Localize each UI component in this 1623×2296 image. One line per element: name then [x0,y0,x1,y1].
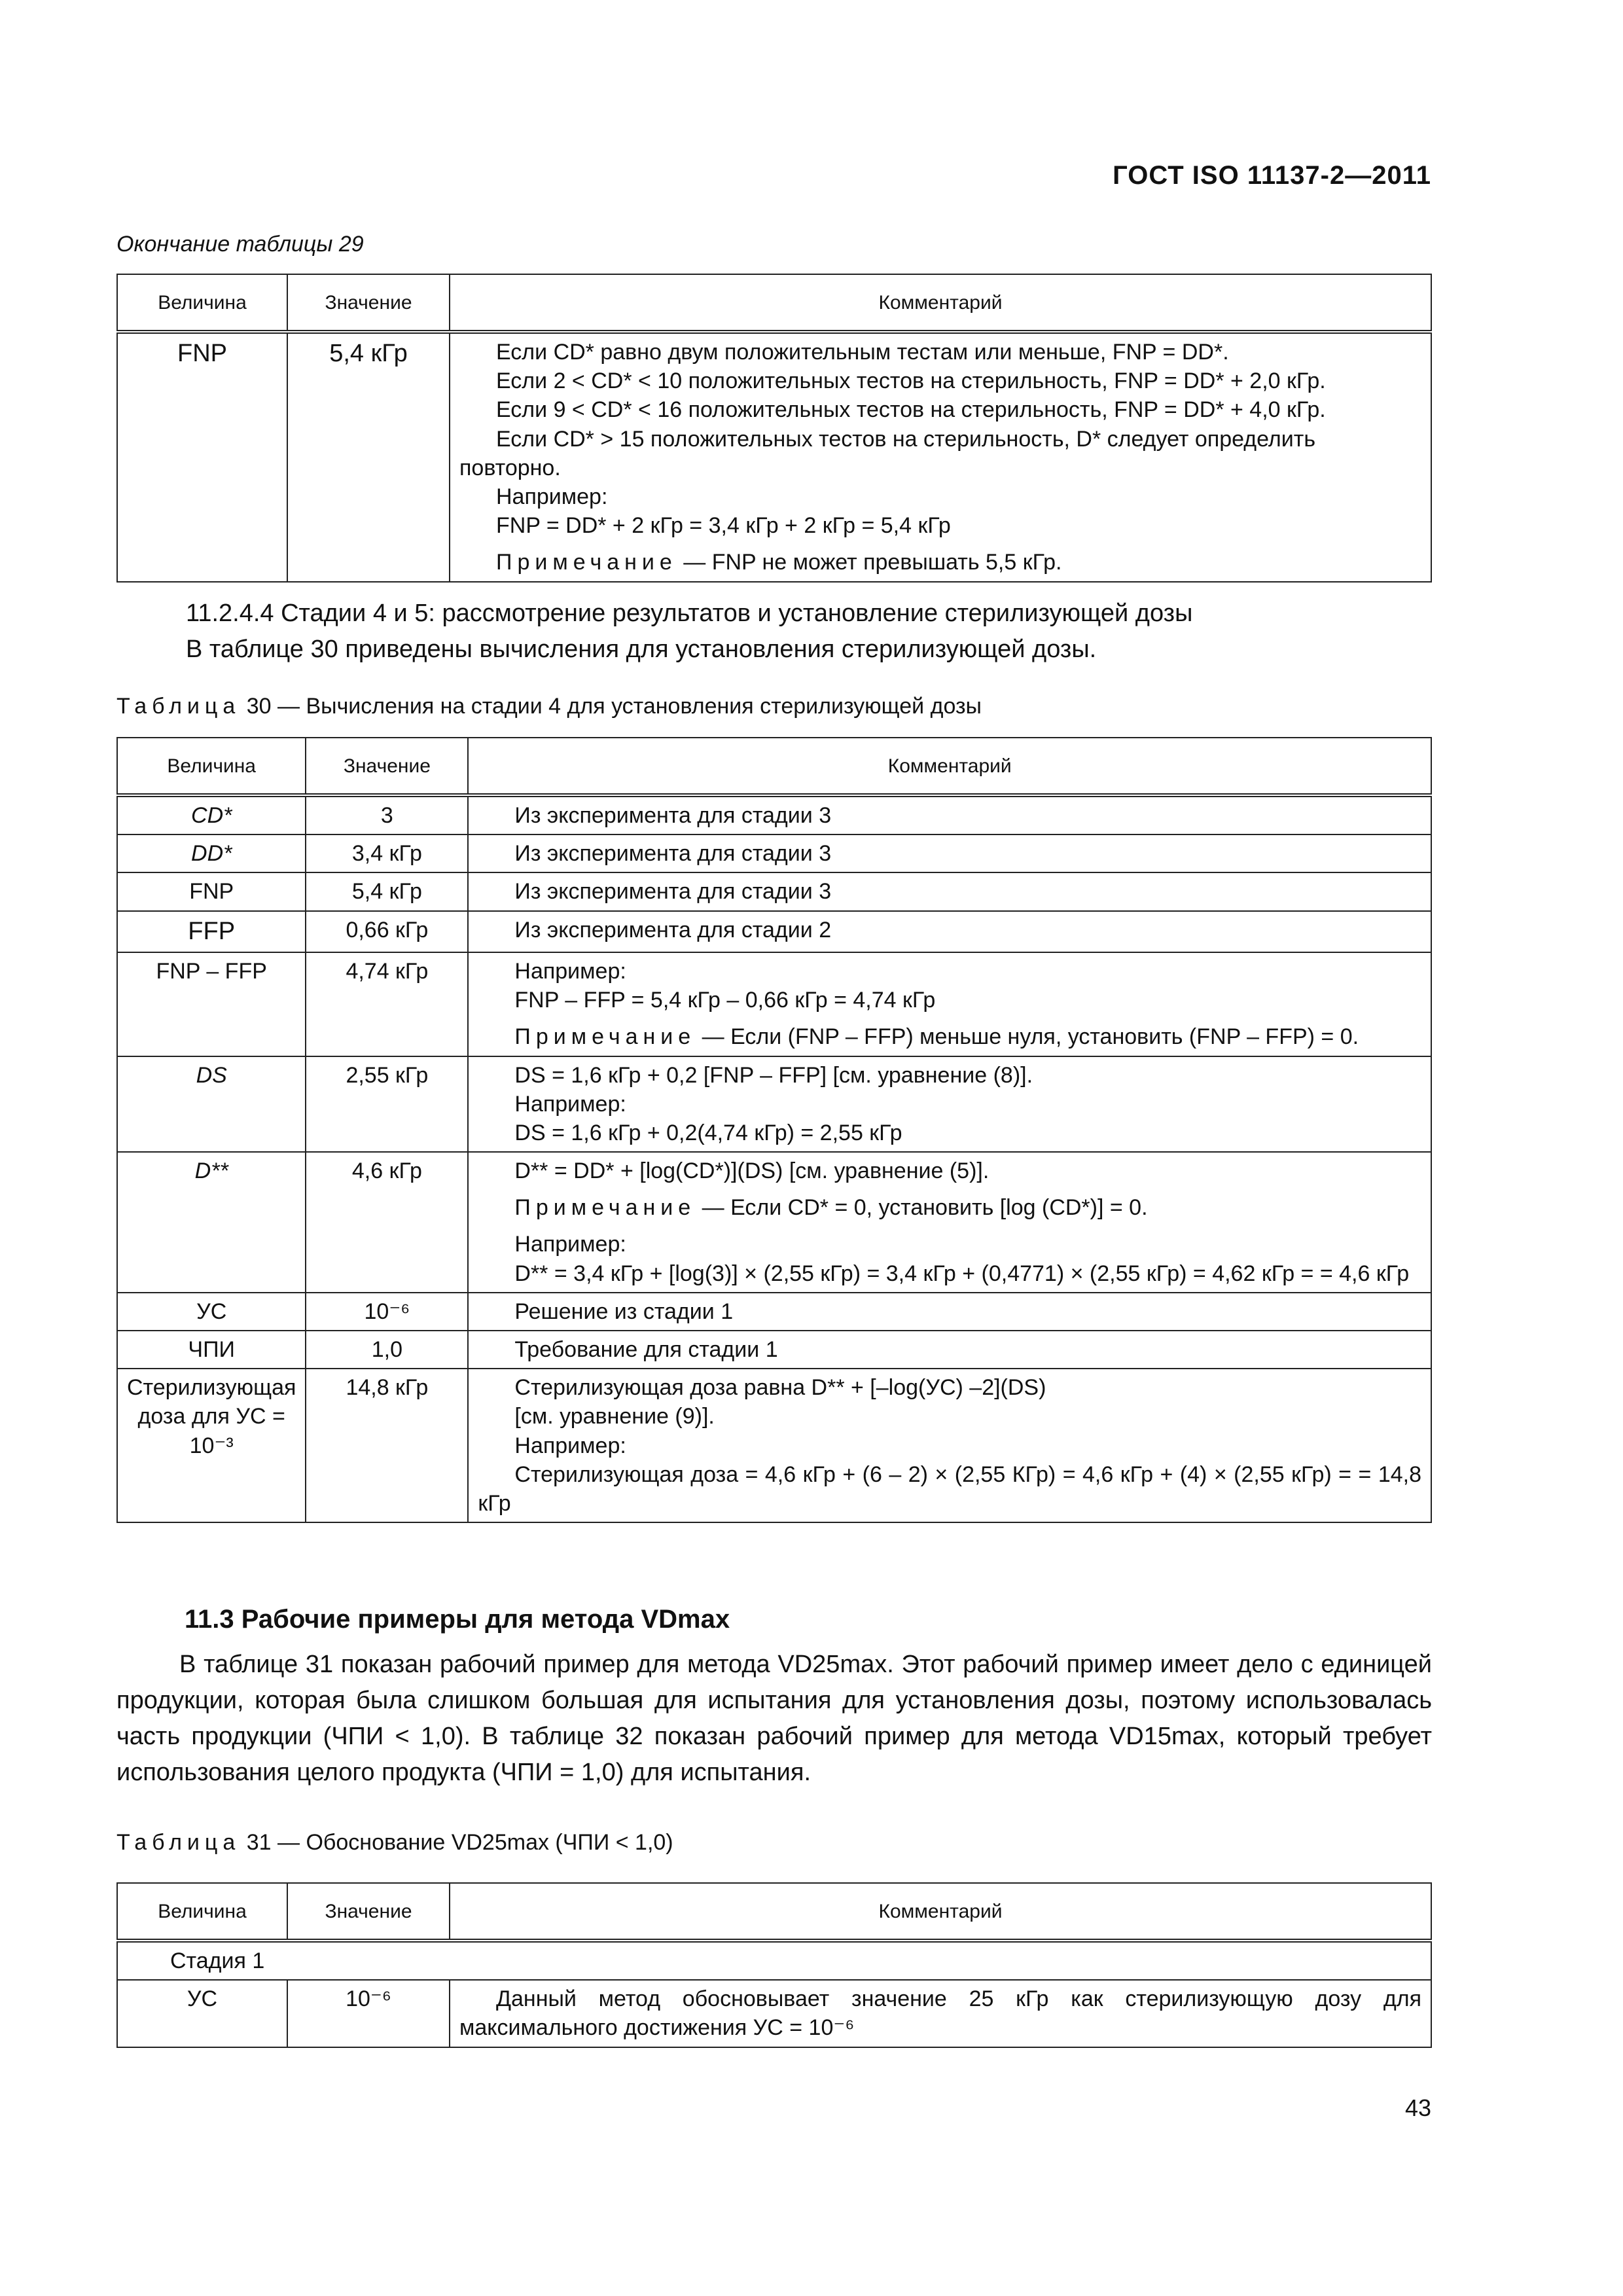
cell-name: FNP [117,332,287,582]
comment-line: Если 9 < CD* < 16 положительных тестов на стерильность, FNP = DD* + 4,0 кГр. [496,397,1326,423]
table-30-caption [116,694,982,719]
cell-comment [468,1369,1431,1522]
cell-comment: Из эксперимента для стадии 3 [468,872,1431,910]
table-29 [116,274,1432,583]
cell-comment: Решение из стадии 1 [468,1293,1431,1331]
cell-name: УС [117,1293,306,1331]
table-note [478,1022,1421,1051]
comment-line: Например: [514,958,626,984]
cell-comment: Из эксперимента для стадии 2 [468,911,1431,952]
cell-value: 3,4 кГр [306,834,468,872]
cell-value: 10⁻⁶ [287,1980,450,2047]
cell-value: 5,4 кГр [287,332,450,582]
table-continuation-label: Окончание таблицы 29 [116,232,364,257]
table-row [117,834,1431,872]
caption-text: 30 — Вычисления на стадии 4 для установления стерилизующей дозы [246,694,982,719]
table-note [459,548,1421,577]
comment-line: FNP – FFP = 5,4 кГр – 0,66 кГр = 4,74 кГр [514,988,936,1013]
comment-line: Например: [514,1091,626,1117]
table-row [117,332,1431,582]
cell-comment [468,1152,1431,1293]
cell-value: 5,4 кГр [306,872,468,910]
cell-value: 10⁻⁶ [306,1293,468,1331]
cell-comment: Требование для стадии 1 [468,1331,1431,1369]
comment-line: Например: [514,1232,626,1257]
table-31 [116,1882,1432,2048]
col-header-comment: Комментарий [468,738,1431,795]
section-heading: 11.2.4.4 Стадии 4 и 5: рассмотрение результатов и установление стерилизующей дозы [186,600,1193,627]
cell-value: 1,0 [306,1331,468,1369]
cell-value: 4,74 кГр [306,952,468,1056]
table-row [117,1152,1431,1293]
table-row [117,1980,1431,2047]
cell-comment: Из эксперимента для стадии 3 [468,795,1431,834]
cell-name: Стерилизующая доза для УС = 10⁻³ [117,1369,306,1522]
table-row [117,952,1431,1056]
section-11244 [116,596,1432,668]
col-header-quantity: Величина [117,274,287,332]
table-row [117,872,1431,910]
cell-name: DS [117,1056,306,1153]
caption-word: Таблица [116,694,241,719]
table-31-caption [116,1830,673,1856]
stage-label: Стадия 1 [117,1941,1431,1980]
comment-line: [см. уравнение (9)]. [514,1404,715,1429]
table-note [478,1193,1421,1222]
table-row [117,1293,1431,1331]
comment-line: D** = 3,4 кГр + [log(3)] × (2,55 кГр) = 3,4 кГр + (0,4771) × (2,55 кГр) = 4,62 кГр = = 4,6 кГр [514,1261,1410,1286]
cell-value: 4,6 кГр [306,1152,468,1293]
cell-name: CD* [117,795,306,834]
section-113-text [116,1647,1432,1791]
comment-line: D** = DD* + [log(CD*)](DS) [см. уравнение (5)]. [514,1158,990,1184]
cell-value: 0,66 кГр [306,911,468,952]
col-header-quantity: Величина [117,1883,287,1941]
col-header-comment: Комментарий [450,1883,1431,1941]
caption-text: 31 — Обоснование VD25max (ЧПИ < 1,0) [246,1830,673,1855]
comment-line: Например: [514,1433,626,1458]
cell-name: ЧПИ [117,1331,306,1369]
page-number: 43 [1404,2094,1431,2121]
cell-name: D** [117,1152,306,1293]
table-row [117,1941,1431,1980]
col-header-value: Значение [287,274,450,332]
cell-value: 3 [306,795,468,834]
cell-value: 2,55 кГр [306,1056,468,1153]
cell-comment: Данный метод обосновывает значение 25 кГр как стерилизующую дозу для максимального достижения УС = 10⁻⁶ [450,1980,1431,2047]
cell-name: DD* [117,834,306,872]
cell-name: FNP – FFP [117,952,306,1056]
comment-line: Например: [496,484,608,509]
table-row [117,795,1431,834]
cell-comment [450,332,1431,582]
document-id: ГОСТ ISO 11137-2—2011 [1113,161,1431,190]
cell-comment [468,952,1431,1056]
comment-line: Если 2 < CD* < 10 положительных тестов на стерильность, FNP = DD* + 2,0 кГр. [496,368,1326,394]
table-row [117,1056,1431,1153]
col-header-quantity: Величина [117,738,306,795]
note-word: Примечание [496,550,677,575]
cell-comment [468,1056,1431,1153]
comment-line: Стерилизующая доза равна D** + [–log(УС) –2](DS) [514,1375,1046,1401]
comment-line: DS = 1,6 кГр + 0,2(4,74 кГр) = 2,55 кГр [514,1120,902,1145]
comment-line: Если CD* равно двум положительным тестам или меньше, FNP = DD*. [496,340,1229,365]
table-row [117,911,1431,952]
caption-word: Таблица [116,1830,241,1855]
comment-line: DS = 1,6 кГр + 0,2 [FNP – FFP] [см. уравнение (8)]. [514,1062,1033,1088]
comment-line: Стерилизующая доза = 4,6 кГр + (6 – 2) × (2,55 КГр) = 4,6 кГр + (4) × (2,55 кГр) = = 14,8 кГр [478,1462,1421,1516]
section-text: В таблице 30 приведены вычисления для установления стерилизующей дозы. [186,636,1097,664]
note-text: — Если (FNP – FFP) меньше нуля, установить (FNP – FFP) = 0. [702,1024,1359,1050]
col-header-comment: Комментарий [450,274,1431,332]
cell-name: УС [117,1980,287,2047]
comment-line: Если CD* > 15 положительных тестов на стерильность, D* следует определить повторно. [459,426,1316,480]
cell-name: FFP [117,911,306,952]
table-30 [116,737,1432,1523]
cell-value: 14,8 кГр [306,1369,468,1522]
col-header-value: Значение [306,738,468,795]
paragraph: В таблице 31 показан рабочий пример для метода VD25max. Этот рабочий пример имеет дело с единицей продукции, которая была слишком большая для испытания для установления дозы, поэтому использовалась часть продукции (ЧПИ < 1,0). В таблице 32 показан рабочий пример для метода VD15max, который требует использования целого продукта (ЧПИ = 1,0) для испытания. [116,1651,1432,1787]
table-row [117,1331,1431,1369]
note-word: Примечание [514,1195,696,1221]
note-text: — Если CD* = 0, установить [log (CD*)] = 0. [702,1195,1148,1221]
comment-line: FNP = DD* + 2 кГр = 3,4 кГр + 2 кГр = 5,4 кГр [496,513,951,539]
note-word: Примечание [514,1024,696,1050]
col-header-value: Значение [287,1883,450,1941]
table-row [117,1369,1431,1522]
note-text: — FNP не может превышать 5,5 кГр. [683,550,1062,575]
section-113-heading: 11.3 Рабочие примеры для метода VDmax [185,1605,730,1634]
cell-comment: Из эксперимента для стадии 3 [468,834,1431,872]
cell-name: FNP [117,872,306,910]
